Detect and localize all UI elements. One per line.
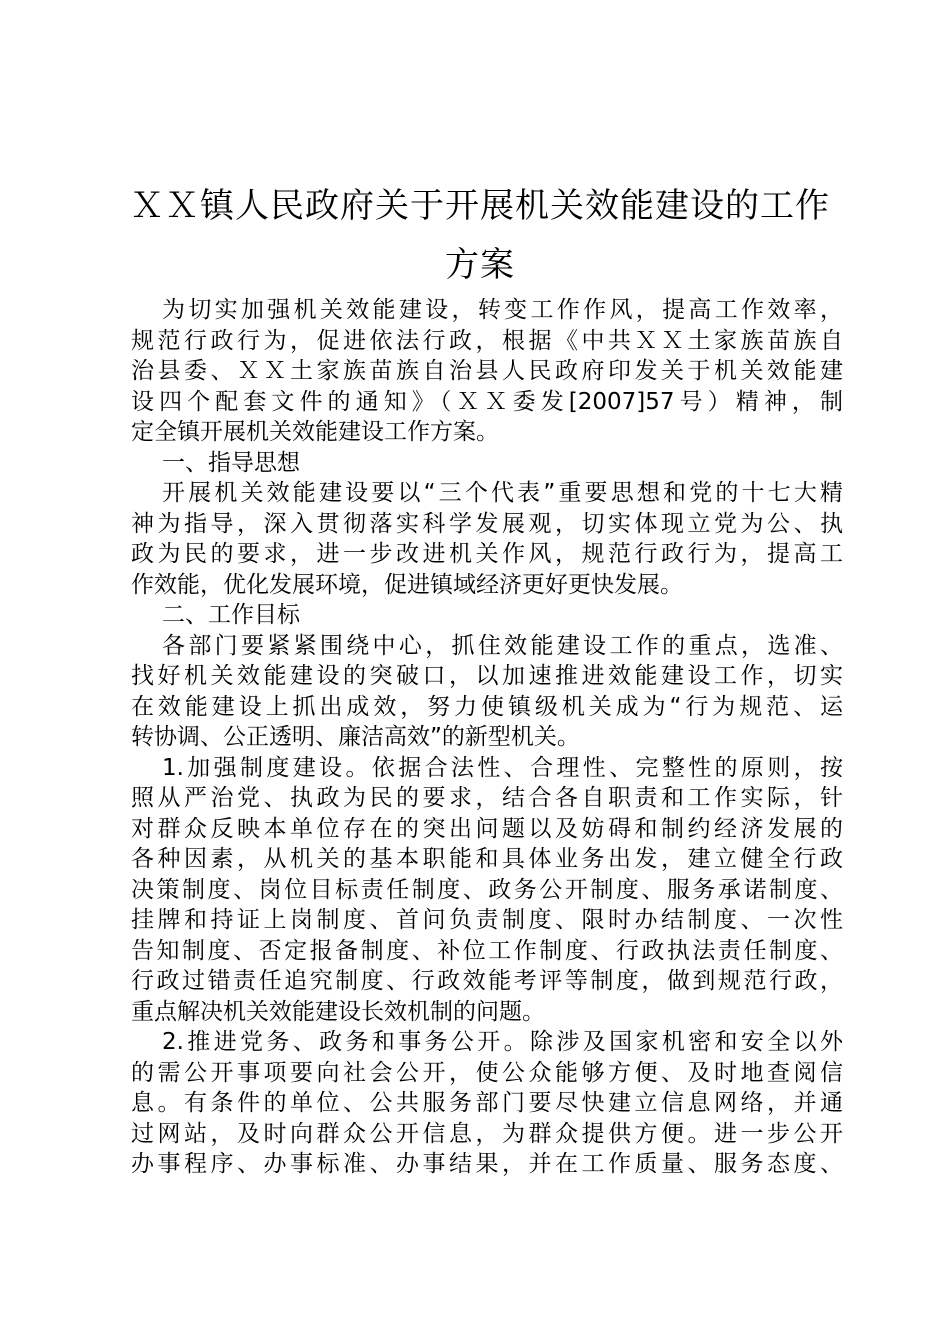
- text-line: 作效能，优化发展环境，促进镇域经济更好更快发展。: [131, 571, 683, 598]
- text-line: 治县委、ＸＸ土家族苗族自治县人民政府印发关于机关效能建: [131, 358, 843, 384]
- text-line: 的需公开事项要向社会公开，使公众能够方便、及时地查阅信: [131, 1059, 843, 1086]
- section-heading: 一、指导思想: [162, 449, 300, 476]
- text-line: 行政过错责任追究制度、行政效能考评等制度，做到规范行政，: [131, 968, 843, 994]
- text-line: 挂牌和持证上岗制度、首问负责制度、限时办结制度、一次性: [131, 907, 843, 933]
- text-line: 设四个配套文件的通知》（ＸＸ委发[2007]57号）精神，制: [131, 388, 843, 415]
- text-line: 各部门要紧紧围绕中心，抓住效能建设工作的重点，选准、: [162, 632, 843, 659]
- text-line: 办事程序、办事标准、办事结果，并在工作质量、服务态度、: [131, 1151, 843, 1177]
- document-title-line-2: 方案: [445, 245, 515, 285]
- text-line: 对群众反映本单位存在的突出问题以及妨碍和制约经济发展的: [131, 815, 843, 842]
- text-line: 在效能建设上抓出成效，努力使镇级机关成为“行为规范、运: [131, 693, 843, 720]
- text-line: 规范行政行为，促进依法行政，根据《中共ＸＸ土家族苗族自: [131, 327, 843, 354]
- text-line: 告知制度、否定报备制度、补位工作制度、行政执法责任制度、: [131, 937, 843, 964]
- text-line: 为切实加强机关效能建设，转变工作作风，提高工作效率，: [162, 297, 843, 323]
- document-body: [131, 295, 843, 1180]
- text-line: 开展机关效能建设要以“三个代表”重要思想和党的十七大精: [162, 480, 843, 506]
- text-line: 政为民的要求，进一步改进机关作风，规范行政行为，提高工: [131, 541, 843, 567]
- text-line: 息。有条件的单位、公共服务部门要尽快建立信息网络，并通: [131, 1090, 843, 1116]
- text-line: 转协调、公正透明、廉洁高效”的新型机关。: [131, 724, 580, 750]
- text-line: 决策制度、岗位目标责任制度、政务公开制度、服务承诺制度、: [131, 876, 843, 903]
- text-line: 1.加强制度建设。依据合法性、合理性、完整性的原则，按: [162, 754, 843, 781]
- text-line: 定全镇开展机关效能建设工作方案。: [131, 419, 499, 445]
- section-heading: 二、工作目标: [162, 602, 300, 628]
- text-line: 各种因素，从机关的基本职能和具体业务出发，建立健全行政: [131, 846, 843, 872]
- document-title-line-1: ＸＸ镇人民政府关于开展机关效能建设的工作: [130, 186, 830, 226]
- text-line: 照从严治党、执政为民的要求，结合各自职责和工作实际，针: [131, 785, 843, 811]
- text-line: 神为指导，深入贯彻落实科学发展观，切实体现立党为公、执: [131, 510, 843, 537]
- text-line: 2.推进党务、政务和事务公开。除涉及国家机密和安全以外: [162, 1029, 843, 1055]
- text-line: 重点解决机关效能建设长效机制的问题。: [131, 998, 545, 1025]
- text-line: 过网站，及时向群众公开信息，为群众提供方便。进一步公开: [131, 1120, 843, 1147]
- text-line: 找好机关效能建设的突破口，以加速推进效能建设工作，切实: [131, 663, 843, 689]
